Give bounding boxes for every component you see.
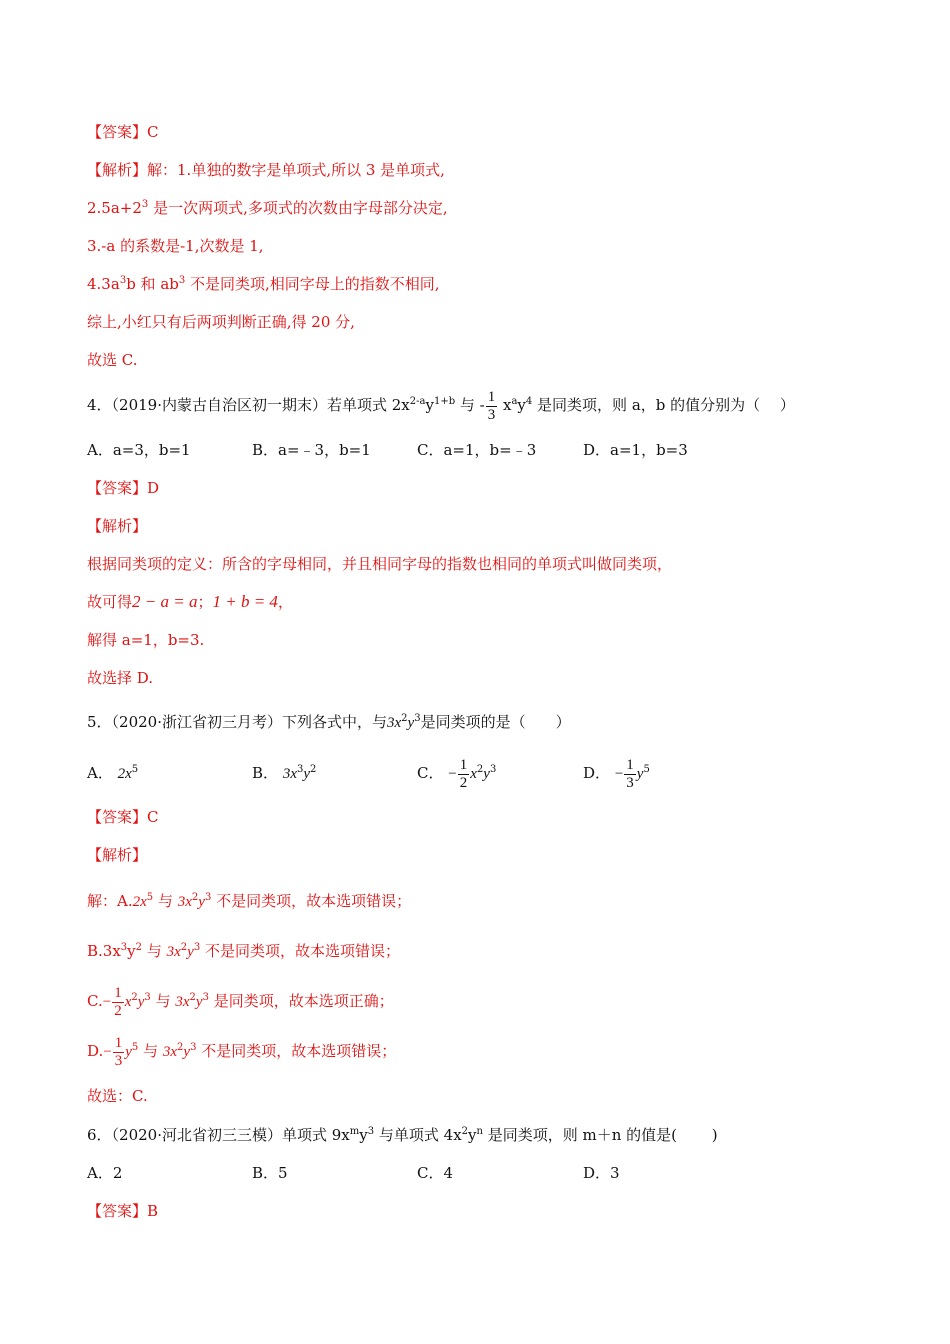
q5-c-den: 2	[114, 1002, 122, 1019]
q5-c-sup2: 3	[144, 992, 151, 1003]
q5-option-c-x: x	[470, 766, 477, 782]
q3-analysis-line6: 故选 C.	[87, 351, 138, 369]
q5-option-c-label: C．	[417, 764, 444, 782]
q5-analysis-tag: 【解析】	[87, 846, 148, 864]
q5-c-target-y: y	[195, 994, 203, 1010]
q3-line2-rest: 是一次两项式,多项式的次数由字母部分决定,	[148, 199, 448, 217]
q5-option-d-sup: 5	[643, 764, 650, 775]
q5-a-target-sup1: 2	[191, 892, 199, 903]
q4-equation-2: 1 + b = 4	[212, 592, 278, 611]
q6-stem-b: y	[359, 1126, 368, 1144]
q3-analysis-text: 解：1.单独的数字是单项式,所以 3 是单项式,	[147, 161, 445, 179]
q4-option-a: A．a=3，b=1	[87, 441, 191, 459]
q4-stem-b: y	[425, 396, 434, 414]
q6-stem-c: 与单项式 4x	[374, 1126, 462, 1144]
q5-c-x: x	[124, 994, 132, 1010]
q5-c-target-sup1: 2	[189, 992, 196, 1003]
q5-conclusion: 故选：C.	[87, 1087, 148, 1105]
q4-option-d: D．a=1，b=3	[583, 441, 688, 459]
q5-d-verdict: 不是同类项，故本选项错误；	[201, 1042, 397, 1060]
q4-stem-f: 是同类项，则 a，b 的值分别为（ ）	[532, 396, 795, 414]
q5-option-a-expr: 2x	[117, 766, 132, 782]
q3-answer: 【答案】C	[87, 123, 159, 141]
q3-line4-b: b 和 ab	[126, 275, 179, 293]
q5-d-num: 1	[114, 1034, 123, 1051]
q5-c-yu: 与	[155, 992, 171, 1010]
q6-answer: 【答案】B	[87, 1202, 159, 1220]
q5-a-yu: 与	[157, 892, 173, 910]
q5-analysis-c	[87, 978, 394, 1025]
q6-option-c: C．4	[417, 1164, 454, 1182]
q4-analysis-tag: 【解析】	[87, 517, 148, 535]
q5-option-d-den: 3	[626, 774, 634, 791]
q4-stem-e: y	[517, 396, 526, 414]
q5-stem-sup1: 2	[401, 713, 408, 724]
q5-d-den: 3	[114, 1052, 123, 1069]
q5-b-target-x: 3x	[166, 944, 181, 960]
q4-option-b: B．a=﹣3，b=1	[252, 441, 371, 459]
q5-d-sign: −	[103, 1044, 112, 1060]
q5-analysis-b	[87, 940, 400, 963]
q5-d-target-sup2: 3	[190, 1042, 197, 1053]
q5-d-target-sup1: 2	[177, 1042, 184, 1053]
q5-c-target-x: 3x	[175, 994, 190, 1010]
q5-option-c-num: 1	[459, 756, 468, 773]
q5-d-sup: 5	[131, 1042, 139, 1053]
q3-line4-sup1: 3	[119, 275, 127, 286]
q5-option-a-label: A．	[87, 764, 113, 782]
q3-analysis-line1	[87, 159, 445, 181]
q5-stem	[87, 711, 571, 734]
q5-b-sup1: 3	[120, 942, 128, 953]
q4-analysis-line1: 根据同类项的定义：所含的字母相同，并且相同字母的指数也相同的单项式叫做同类项，	[87, 555, 673, 573]
q5-d-target-y: y	[183, 1044, 191, 1060]
q5-option-d	[583, 750, 650, 797]
q5-option-b	[252, 762, 316, 785]
q5-c-sup1: 2	[131, 992, 138, 1003]
q5-d-y: y	[125, 1044, 132, 1060]
q5-c-y: y	[137, 994, 145, 1010]
q5-a-target-y: y	[198, 894, 205, 910]
q5-option-b-sup1: 3	[296, 764, 304, 775]
q5-a-prefix: 解：A.	[87, 892, 133, 910]
q5-d-prefix: D.	[87, 1042, 104, 1060]
q5-d-fraction	[113, 1035, 125, 1070]
q5-c-num: 1	[114, 984, 122, 1001]
q6-stem-d: y	[468, 1126, 477, 1144]
q3-analysis-line5: 综上,小红只有后两项判断正确,得 20 分,	[87, 313, 355, 331]
q5-a-expr: 2x	[132, 894, 147, 910]
q4-stem-d: x	[498, 396, 512, 414]
q5-b-y: y	[127, 942, 136, 960]
q5-analysis-a	[87, 890, 411, 913]
q5-a-sup: 5	[146, 892, 154, 903]
q6-stem-e: 是同类项，则 m＋n 的值是( )	[482, 1126, 718, 1144]
q4-equation-1: 2 − a = a	[132, 592, 198, 611]
q5-c-fraction	[112, 985, 124, 1020]
q4-stem-sup1: 2-a	[409, 396, 426, 407]
q4-analysis-line2	[87, 591, 293, 613]
q4-stem-sup2: 1+b	[433, 396, 456, 407]
q5-option-c-sup2: 3	[489, 764, 497, 775]
q4-stem-a: 4．（2019·内蒙古自治区初一期末）若单项式 2x	[87, 396, 410, 414]
q3-line4-sup2: 3	[178, 275, 186, 286]
q4-stem-c: 与 -	[455, 396, 485, 414]
q4-analysis-line3: 解得 a=1，b=3.	[87, 631, 205, 649]
q5-stem-x: 3x	[387, 715, 402, 731]
q5-b-prefix: B.3x	[87, 942, 121, 960]
q5-option-d-fraction	[624, 757, 636, 792]
q5-option-c-y: y	[483, 766, 490, 782]
q4-frac-num: 1	[487, 388, 496, 405]
q5-d-yu: 与	[143, 1042, 159, 1060]
q3-analysis-line3: 3.-a 的系数是-1,次数是 1,	[87, 237, 264, 255]
q5-d-target-x: 3x	[162, 1044, 178, 1060]
q4-analysis-line4: 故选择 D.	[87, 669, 154, 687]
q5-b-sup2: 2	[135, 942, 143, 953]
q4-stem-sup4: 4	[525, 396, 533, 407]
q3-analysis-line2	[87, 197, 448, 219]
q5-option-c-fraction	[458, 757, 470, 792]
q4-stem-sup3: a	[511, 396, 518, 407]
q5-c-sign: −	[102, 994, 112, 1010]
q5-b-verdict: 不是同类项，故本选项错误；	[204, 942, 400, 960]
q5-a-verdict: 不是同类项，故本选项错误；	[216, 892, 412, 910]
q5-option-d-sign: −	[614, 766, 624, 782]
q4-line2-sep: ；	[197, 593, 213, 611]
q5-a-target-sup2: 3	[204, 892, 212, 903]
q3-line4-c: 不是同类项,相同字母上的指数不相同,	[185, 275, 440, 293]
q5-option-b-y: y	[303, 766, 311, 782]
q3-line2-sup: 3	[141, 199, 149, 210]
q6-stem-sup1: m	[349, 1126, 360, 1137]
q5-b-target-y: y	[187, 944, 194, 960]
q4-option-c: C．a=1，b=﹣3	[417, 441, 537, 459]
q4-frac-den: 3	[487, 406, 496, 423]
q5-c-prefix: C.	[87, 992, 103, 1010]
q5-stem-sup2: 3	[414, 713, 421, 724]
q5-option-c-den: 2	[459, 774, 468, 791]
q5-option-d-label: D．	[583, 764, 611, 782]
q5-a-target-x: 3x	[177, 894, 192, 910]
q4-stem	[87, 388, 795, 424]
q5-stem-y: y	[407, 715, 415, 731]
q6-stem-a: 6．（2020·河北省初三三模）单项式 9x	[87, 1126, 350, 1144]
q5-option-d-num: 1	[626, 756, 634, 773]
q5-option-d-y: y	[636, 766, 644, 782]
q6-option-a: A．2	[87, 1164, 123, 1182]
q6-stem-sup2: 3	[367, 1126, 375, 1137]
q6-option-b: B．5	[252, 1164, 288, 1182]
q5-option-a-sup: 5	[131, 764, 139, 775]
q5-option-b-x: 3x	[282, 766, 297, 782]
q3-analysis-tag: 【解析】	[87, 161, 148, 179]
q5-option-a	[87, 762, 138, 785]
q3-analysis-line4	[87, 273, 440, 295]
q5-stem-a: 5．（2020·浙江省初三月考）下列各式中，与	[87, 713, 387, 731]
q5-option-c-sign: −	[448, 766, 457, 782]
q5-b-target-sup2: 3	[193, 942, 201, 953]
q5-c-verdict: 是同类项，故本选项正确；	[213, 992, 394, 1010]
q6-stem	[87, 1124, 718, 1146]
q5-analysis-d	[87, 1028, 396, 1075]
q4-line2-suffix: ，	[277, 593, 293, 611]
q5-option-b-sup2: 2	[310, 764, 317, 775]
q5-c-target-sup2: 3	[202, 992, 209, 1003]
q6-stem-sup3: 2	[461, 1126, 469, 1137]
q4-answer: 【答案】D	[87, 479, 160, 497]
q5-answer: 【答案】C	[87, 808, 159, 826]
q5-option-b-label: B．	[252, 764, 279, 782]
q3-line2-text: 2.5a+2	[87, 199, 142, 217]
q4-fraction	[486, 389, 498, 424]
q5-option-c-sup1: 2	[476, 764, 484, 775]
q5-option-c	[417, 750, 496, 797]
q3-line4-a: 4.3a	[87, 275, 120, 293]
q6-stem-sup4: n	[476, 1126, 483, 1137]
q6-option-d: D．3	[583, 1164, 620, 1182]
q4-line2-prefix: 故可得	[87, 593, 133, 611]
q5-stem-b: 是同类项的是（ ）	[420, 713, 571, 731]
q5-b-target-sup1: 2	[180, 942, 188, 953]
q5-b-yu: 与	[146, 942, 162, 960]
